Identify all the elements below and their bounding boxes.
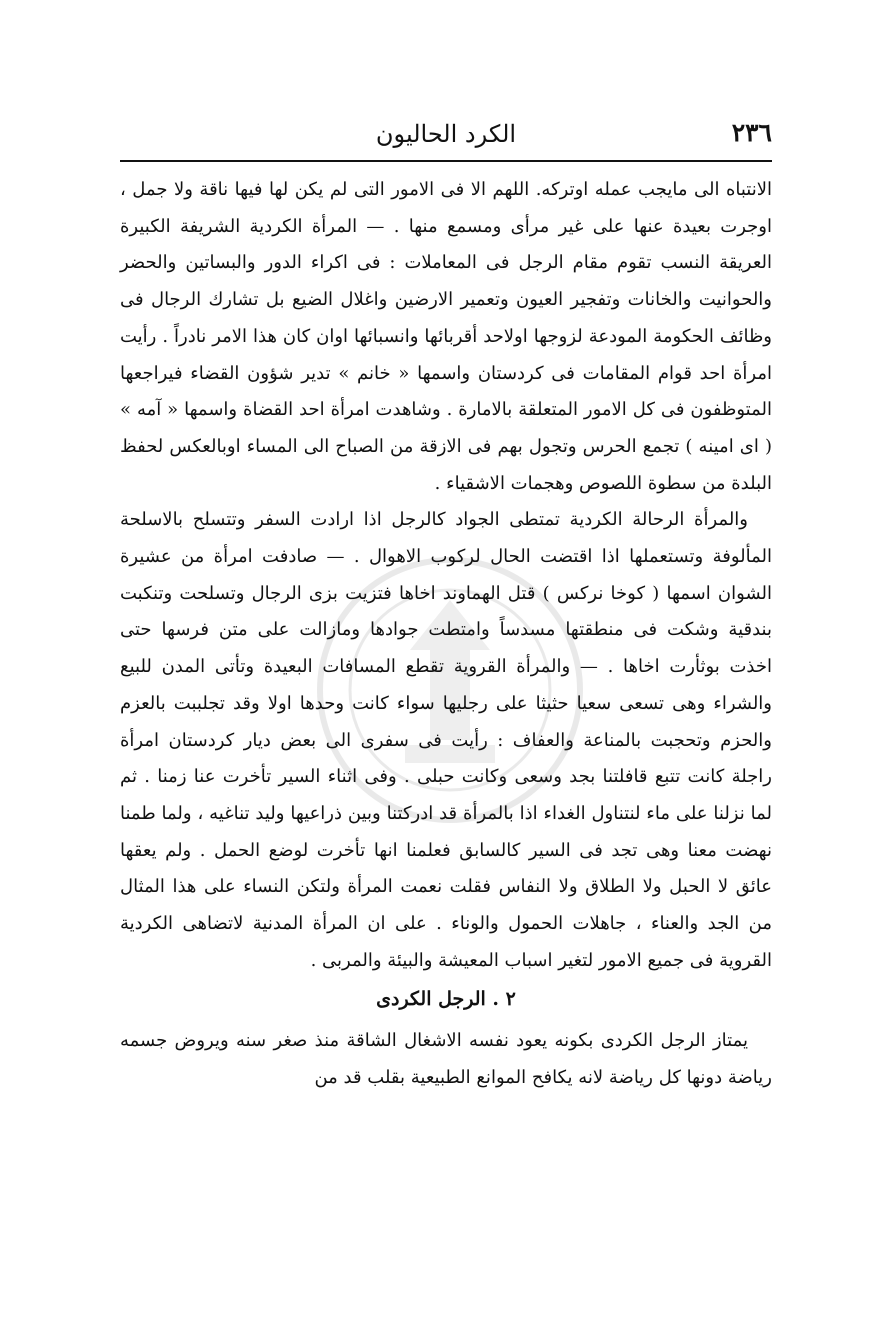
running-head: [120, 118, 772, 158]
page-body: [120, 172, 772, 1097]
page-number: ٢٣٦: [731, 118, 772, 147]
paragraph-1: الانتباه الى مايجب عمله اوتركه. اللهم الا فى الامور التى لم يكن لها فيها ناقة ولا جمل ، اوجرت بعيدة عنها على غير مرأى ومسمع منها . — المرأة الكردية الشريفة الكبيرة العريقة النسب تقوم مقام الرجل فى المعاملات : فى اكراء الدور والبساتين والحضر والحوانيت والخانات وتفجير العيون وتعمير الارضين واغلال الضيع بل تشارك الرجال فى وظائف الحكومة المودعة لزوجها اولاحد أقربائها وانسبائها اوان كان هذا الامر نادراً . رأيت امرأة احد قوام المقامات فى كردستان واسمها « خانم » تدير شؤون القضاء فيراجعها المتوظفون فى كل الامور المتعلقة بالامارة . وشاهدت امرأة احد القضاة واسمها « آمه » ( اى امينه ) تجمع الحرس وتجول بهم فى الازقة من الصباح الى المساء اوبالعكس لحفظ البلدة من سطوة اللصوص وهجمات الاشقياء .: [120, 179, 772, 494]
book-title: الكرد الحاليون: [375, 120, 517, 148]
paragraph-2: والمرأة الرحالة الكردية تمتطى الجواد كالرجل اذا ارادت السفر وتتسلح بالاسلحة المألوفة وتستعملها اذا اقتضت الحال لركوب الاهوال . — صادفت امرأة من عشيرة الشوان اسمها ( كوخا نركس ) قتل الهماوند اخاها فتزيت بزى الرجال وتسلحت وتنكبت بندقية وشكت فى منطقتها مسدساً وامتطت جوادها ومازالت على متن فرسها حتى اخذت بوثأرت اخاها . — والمرأة القروية تقطع المسافات البعيدة وتأتى المدن للبيع والشراء وهى تسعى سعيا حثيثا على رجليها سواء كانت وحدها اولا وقد تجلببت بالعزم والحزم وتحجبت بالمناعة والعفاف : رأيت فى سفرى الى بعض ديار كردستان امرأة راجلة كانت تتبع قافلتنا بجد وسعى وكانت حبلى . وفى اثناء السير تأخرت عنا زمنا . ثم لما نزلنا على ماء لنتناول الغداء اذا بالمرأة قد ادركتنا وبين ذراعيها وليد تناغيه ، ولما طمنا نهضت معنا وهى تجد فى السير كالسابق فعلمنا انها تأخرت لوضع الحمل . ولم يعقها عائق لا الحبل ولا الطلاق ولا النفاس فقلت نعمت المرأة ولتكن النساء على هذا المثال من الجد والعناء ، جاهلات الحمول والوناء . على ان المرأة المدنية لاتضاهى الكردية القروية فى جميع الامور لتغير اسباب المعيشة والبيئة والمربى .: [120, 509, 772, 971]
header-rule: [120, 160, 772, 162]
section-title: الرجل الكردى: [376, 988, 486, 1011]
section-number: ٢ .: [492, 988, 516, 1011]
section-heading: [120, 981, 772, 1017]
paragraph-3: يمتاز الرجل الكردى بكونه يعود نفسه الاشغال الشاقة منذ صغر سنه ويروض جسمه رياضة دونها كل رياضة لانه يكافح الموانع الطبيعية بقلب قد من: [120, 1030, 772, 1089]
